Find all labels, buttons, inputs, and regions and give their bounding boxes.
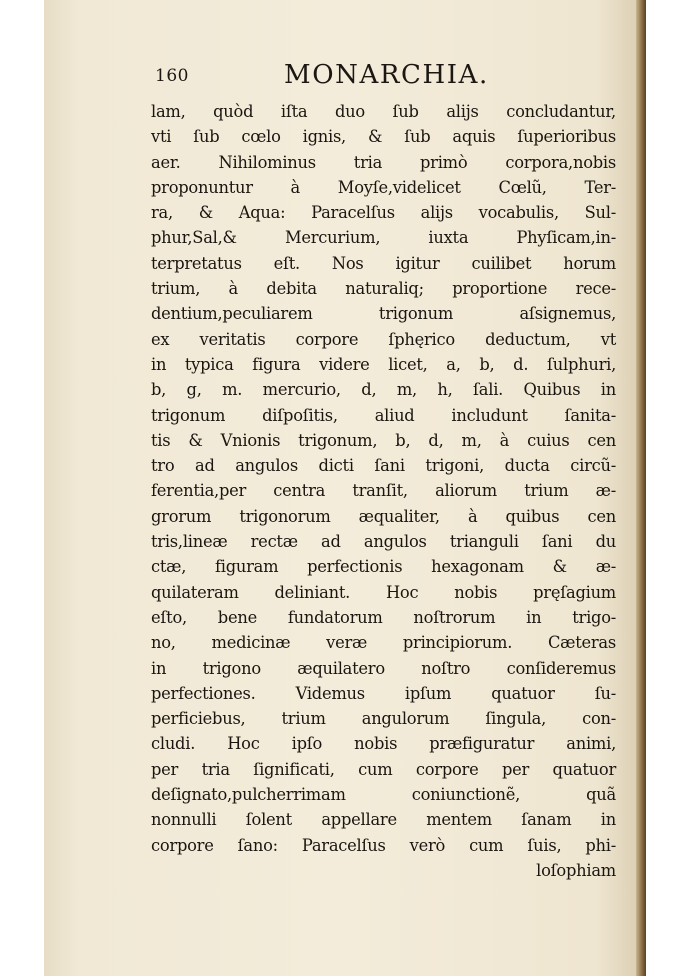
text-line: in trigono æquilatero noſtro conſideremus: [151, 658, 616, 678]
text-line: corpore ſano: Paracelſus verò cum ſuis, phi-: [151, 835, 616, 855]
text-line: ex veritatis corpore ſphęrico deductum, vt: [151, 329, 616, 349]
text-line: per tria ſignificati, cum corpore per quatuor: [151, 759, 616, 779]
text-line: trium, à debita naturaliq; proportione rece-: [151, 279, 616, 299]
text-line: nonnulli ſolent appellare mentem ſanam in: [151, 810, 616, 830]
text-line: lam, quòd iſta duo ſub alijs concludantur,: [151, 102, 616, 121]
text-line: quilateram deliniant. Hoc nobis pręſagium: [151, 582, 616, 602]
text-line: in typica figura videre licet, a, b, d. ſulphuri,: [151, 354, 616, 374]
text-line: terpretatus eſt. Nos igitur cuilibet horum: [151, 253, 616, 273]
text-line: b, g, m. mercurio, d, m, h, ſali. Quibus in: [151, 380, 616, 400]
text-line: ra, & Aqua: Paracelſus alijs vocabulis, Sul-: [151, 203, 616, 223]
body-text: [151, 99, 616, 883]
text-line: tro ad angulos dicti ſani trigoni, ducta circũ-: [151, 456, 616, 476]
text-line: grorum trigonorum æqualiter, à quibus cen: [151, 506, 616, 526]
text-line: ferentia,per centra tranſit, aliorum trium æ-: [151, 481, 616, 501]
text-line: perfectiones. Videmus ipſum quatuor ſu-: [151, 683, 616, 703]
page-number: 160: [155, 66, 189, 86]
text-line: proponuntur à Moyſe,videlicet Cœlũ, Ter-: [151, 177, 616, 197]
text-line: dentium,peculiarem trigonum aſsignemus,: [151, 304, 616, 324]
text-line: perficiebus, trium angulorum ſingula, con-: [151, 709, 616, 729]
running-title: MONARCHIA.: [284, 60, 489, 90]
text-line: eſto, bene fundatorum noſtrorum in trigo-: [151, 607, 616, 627]
text-line: vti ſub cœlo ignis, & ſub aquis ſuperioribus: [151, 127, 616, 147]
text-line: deſignato,pulcherrimam coniunctionẽ, quã: [151, 785, 616, 805]
text-line: cludi. Hoc ipſo nobis præfiguratur animi,: [151, 734, 616, 754]
text-line: phur,Sal,& Mercurium, iuxta Phyſicam,in-: [151, 228, 616, 248]
text-line: tis & Vnionis trigonum, b, d, m, à cuius cen: [151, 430, 616, 450]
page-header: [155, 60, 615, 100]
text-line: tris,lineæ rectæ ad angulos trianguli ſani du: [151, 532, 616, 552]
text-line: aer. Nihilominus tria primò corpora,nobis: [151, 152, 616, 172]
text-line: trigonum diſpoſitis, aliud includunt ſanita-: [151, 405, 616, 425]
text-line: no, medicinæ veræ principiorum. Cæteras: [151, 633, 616, 653]
catchword: loſophiam: [536, 860, 616, 880]
binding-edge: [636, 0, 646, 976]
text-line: ctæ, figuram perfectionis hexagonam & æ-: [151, 557, 616, 577]
